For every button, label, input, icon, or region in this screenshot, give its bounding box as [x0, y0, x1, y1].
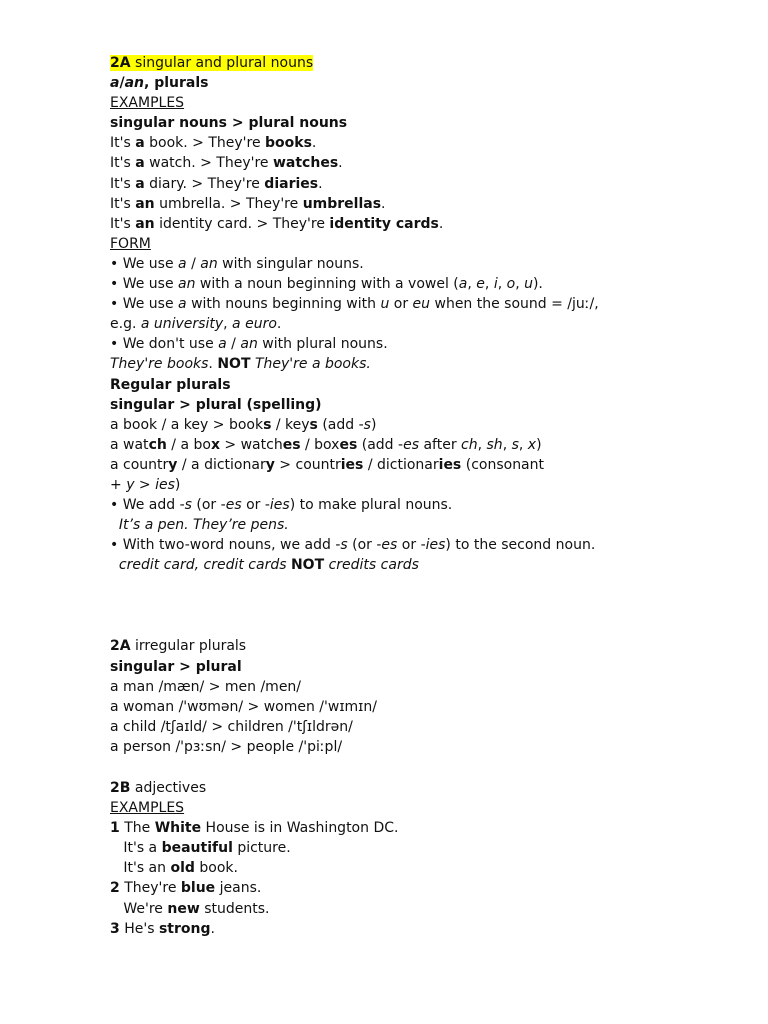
text-run: umbrella. > They're [154, 195, 303, 212]
text-run: They're [119, 880, 181, 897]
text-run: a wat [110, 436, 149, 453]
text-line [110, 174, 750, 194]
text-run: book. > They're [144, 135, 266, 152]
text-run: an [200, 255, 218, 272]
text-line [110, 73, 750, 93]
text-line [110, 919, 750, 939]
text-run [110, 557, 119, 573]
text-run: > countr [274, 456, 341, 473]
text-line [110, 495, 750, 515]
text-run: , [484, 276, 494, 293]
text-line [110, 194, 750, 214]
text-run: singular nouns > plural nouns [110, 115, 348, 132]
text-run: y [265, 456, 275, 473]
text-line [110, 354, 750, 374]
text-run: with plural nouns. [257, 336, 388, 353]
text-run: when the sound = /juː/, [430, 296, 599, 313]
text-run: o [506, 276, 516, 293]
text-run: credits cards [328, 557, 419, 574]
text-run: adjectives [130, 780, 207, 796]
text-run: a countr [110, 456, 169, 473]
text-run: strong [158, 920, 211, 937]
text-run: It's [110, 195, 136, 212]
text-run: 2A [110, 55, 131, 71]
text-run: / [119, 75, 125, 92]
text-line [110, 878, 750, 898]
text-run: books [265, 135, 312, 152]
text-line [110, 818, 750, 838]
text-run: with singular nouns. [217, 255, 364, 272]
text-run: 2A [110, 638, 131, 655]
text-run: / [186, 255, 201, 272]
text-run: a [458, 276, 468, 293]
text-run: ies [438, 456, 462, 473]
text-run: singular and plural nouns [130, 55, 314, 71]
text-run: a man /mæn/ > men /men/ [110, 678, 302, 695]
text-run: beautiful [161, 840, 233, 857]
text-line [110, 858, 750, 878]
text-run: old [170, 860, 195, 877]
text-line [110, 214, 750, 234]
text-run: es [339, 436, 358, 453]
text-run: (consonant [461, 456, 545, 473]
text-run: 3 [110, 920, 120, 937]
text-run: ies [340, 456, 364, 473]
text-run: watches [272, 155, 339, 172]
text-run: . [438, 215, 444, 232]
text-run: , [477, 436, 487, 453]
text-line [110, 93, 750, 113]
text-run: with a noun beginning with a vowel ( [195, 276, 459, 293]
text-run: It’s a pen. They’re pens. [118, 517, 289, 534]
text-line [110, 838, 750, 858]
text-run: ) to the second noun. [445, 537, 596, 554]
text-run: , plurals [144, 75, 209, 92]
text-run: , [497, 276, 507, 293]
text-run: diary. > They're [144, 175, 265, 192]
text-run: It's an [110, 860, 171, 877]
text-run: jeans. [215, 880, 262, 897]
text-run: FORM [110, 235, 151, 252]
text-run: es [381, 537, 398, 554]
text-run: / a bo [166, 436, 211, 453]
text-run: picture. [232, 840, 291, 857]
text-run: diaries [264, 175, 319, 192]
text-run: . [318, 175, 323, 192]
text-run: an [135, 195, 155, 212]
text-line [110, 274, 750, 294]
text-run: x [210, 436, 220, 453]
text-run: s [511, 436, 519, 453]
text-run: ies [269, 497, 290, 514]
text-run: ies [425, 537, 446, 554]
text-run: > [134, 476, 156, 493]
text-run: s [263, 416, 272, 433]
text-run: • We add - [110, 497, 185, 514]
text-run: / box [300, 436, 340, 453]
text-run: ch [461, 436, 478, 453]
text-run: ) [370, 416, 377, 433]
text-run: It's [110, 155, 136, 172]
text-line [110, 254, 750, 274]
text-line [110, 778, 750, 798]
text-run: s [309, 416, 318, 433]
text-run: with nouns beginning with [186, 296, 381, 313]
text-line [110, 717, 750, 737]
text-run: a euro [232, 316, 277, 333]
text-run: . [338, 155, 343, 172]
text-run: a [135, 175, 145, 192]
text-run: • We don't use [110, 336, 219, 353]
text-run: credit card, credit cards [118, 557, 287, 574]
text-run: . [311, 135, 317, 152]
text-run: sh [486, 436, 503, 453]
text-run: students. [199, 900, 270, 917]
text-run: a university [140, 316, 224, 333]
text-run: i [493, 276, 498, 293]
text-run: , [515, 276, 525, 293]
text-run: ) [174, 476, 181, 493]
text-run: ch [148, 436, 167, 453]
text-run: es [403, 436, 419, 453]
text-line [110, 294, 750, 314]
text-run: a [110, 75, 120, 92]
text-run: y [168, 456, 178, 473]
text-run: y [126, 476, 135, 493]
text-run: • We use [110, 276, 179, 293]
text-line [110, 737, 750, 757]
text-run: + [110, 476, 127, 493]
text-line [110, 234, 750, 254]
text-line [110, 53, 750, 73]
text-run: x [527, 436, 537, 453]
text-run: s [184, 497, 192, 514]
text-run: e [476, 276, 485, 293]
text-run: a book / a key > book [110, 416, 264, 433]
text-line [110, 395, 750, 415]
text-run: , [502, 436, 512, 453]
text-line [110, 375, 750, 395]
text-run: (or - [191, 497, 226, 514]
text-run: • We use [110, 255, 179, 272]
text-run: a [218, 336, 227, 353]
text-run: a [178, 255, 187, 272]
text-run: 1 [110, 820, 120, 837]
text-line [110, 415, 750, 435]
text-line [110, 555, 750, 575]
text-run: 2 [110, 880, 120, 897]
text-run: > watch [219, 436, 283, 453]
text-run: after [419, 436, 462, 453]
text-run: / a dictionar [177, 456, 266, 473]
text-run: EXAMPLES [110, 800, 185, 817]
text-run: or - [241, 497, 270, 514]
text-run: book. [194, 860, 238, 877]
text-line [110, 455, 750, 475]
text-run: umbrellas [302, 195, 382, 212]
text-run: or - [397, 537, 426, 554]
text-run: White [154, 820, 202, 837]
text-line [110, 153, 750, 173]
text-run: an [178, 276, 196, 293]
text-run: eu [412, 296, 431, 313]
text-run: We're [110, 900, 168, 917]
text-run: a person /'pɜːsn/ > people /'piːpl/ [110, 738, 343, 755]
text-run: (add - [317, 416, 364, 433]
text-run: . [381, 195, 386, 212]
section-adjectives [110, 778, 750, 939]
text-line [110, 113, 750, 133]
section-spacer [110, 575, 750, 636]
text-run: It's [110, 135, 136, 152]
text-run: ) [536, 436, 542, 453]
text-run: a [135, 155, 145, 172]
text-line [110, 657, 750, 677]
text-run: ies [155, 476, 175, 493]
section-singular-plural-nouns [110, 53, 750, 575]
text-line [110, 535, 750, 555]
text-run: u [524, 276, 533, 293]
text-run: , [518, 436, 528, 453]
section-irregular-plurals [110, 636, 750, 757]
text-run: es [282, 436, 301, 453]
text-run: a woman /'wʊmən/ > women /'wɪmɪn/ [110, 698, 377, 715]
text-run: irregular plurals [130, 638, 247, 655]
text-run: . [208, 356, 218, 373]
text-run: (or - [347, 537, 382, 554]
text-run: a [178, 296, 187, 313]
text-run: (add - [357, 436, 404, 453]
text-run: The [119, 820, 155, 837]
text-run: s [340, 537, 348, 554]
text-run: They're a books. [254, 356, 371, 373]
text-run: s [363, 416, 371, 433]
text-run: an [124, 75, 144, 92]
text-run: House is in Washington DC. [201, 820, 399, 837]
text-run [110, 517, 119, 533]
text-run: NOT [217, 356, 251, 373]
text-run: u [380, 296, 390, 313]
text-run: It's a [110, 840, 162, 857]
text-line [110, 314, 750, 334]
text-line [110, 677, 750, 697]
text-run: singular > plural [110, 658, 242, 675]
text-run: It's [110, 175, 136, 192]
text-run: • We use [110, 296, 179, 313]
text-run: watch. > They're [144, 155, 273, 172]
text-run: a child /tʃaɪld/ > children /'tʃɪldrən/ [110, 718, 353, 735]
text-run: 2B [110, 780, 131, 796]
text-run: . [276, 316, 282, 333]
text-line [110, 435, 750, 455]
text-run: It's [110, 215, 136, 232]
text-run: ) to make plural nouns. [289, 497, 453, 514]
text-line [110, 697, 750, 717]
text-line [110, 475, 750, 495]
text-line [110, 798, 750, 818]
text-run: He's [119, 920, 159, 937]
section-spacer [110, 757, 750, 778]
text-run: new [167, 900, 200, 917]
text-run: . [210, 920, 215, 937]
text-run: They're books [110, 356, 209, 373]
text-run: or [389, 296, 413, 313]
text-run: es [225, 497, 242, 514]
text-run: Regular plurals [110, 376, 231, 393]
text-run: / [226, 336, 241, 353]
text-line [110, 133, 750, 153]
text-run: • With two-word nouns, we add - [110, 537, 341, 554]
text-run: an [240, 336, 258, 353]
text-run: NOT [290, 557, 325, 574]
text-line [110, 636, 750, 656]
text-run: , [223, 316, 233, 333]
text-run: EXAMPLES [110, 95, 185, 112]
text-run: identity cards [329, 215, 439, 232]
text-line [110, 334, 750, 354]
text-run: / key [271, 416, 310, 433]
text-run: an [135, 215, 155, 232]
text-run: identity card. > They're [154, 215, 330, 232]
document-page [110, 53, 750, 939]
text-run: ). [532, 276, 543, 293]
text-run: / dictionar [363, 456, 439, 473]
text-run: singular > plural (spelling) [110, 396, 322, 413]
text-run: a [135, 135, 145, 152]
text-line [110, 515, 750, 535]
text-line [110, 899, 750, 919]
text-run: , [467, 276, 477, 293]
text-run: e.g. [110, 316, 141, 333]
text-run: blue [180, 880, 216, 897]
